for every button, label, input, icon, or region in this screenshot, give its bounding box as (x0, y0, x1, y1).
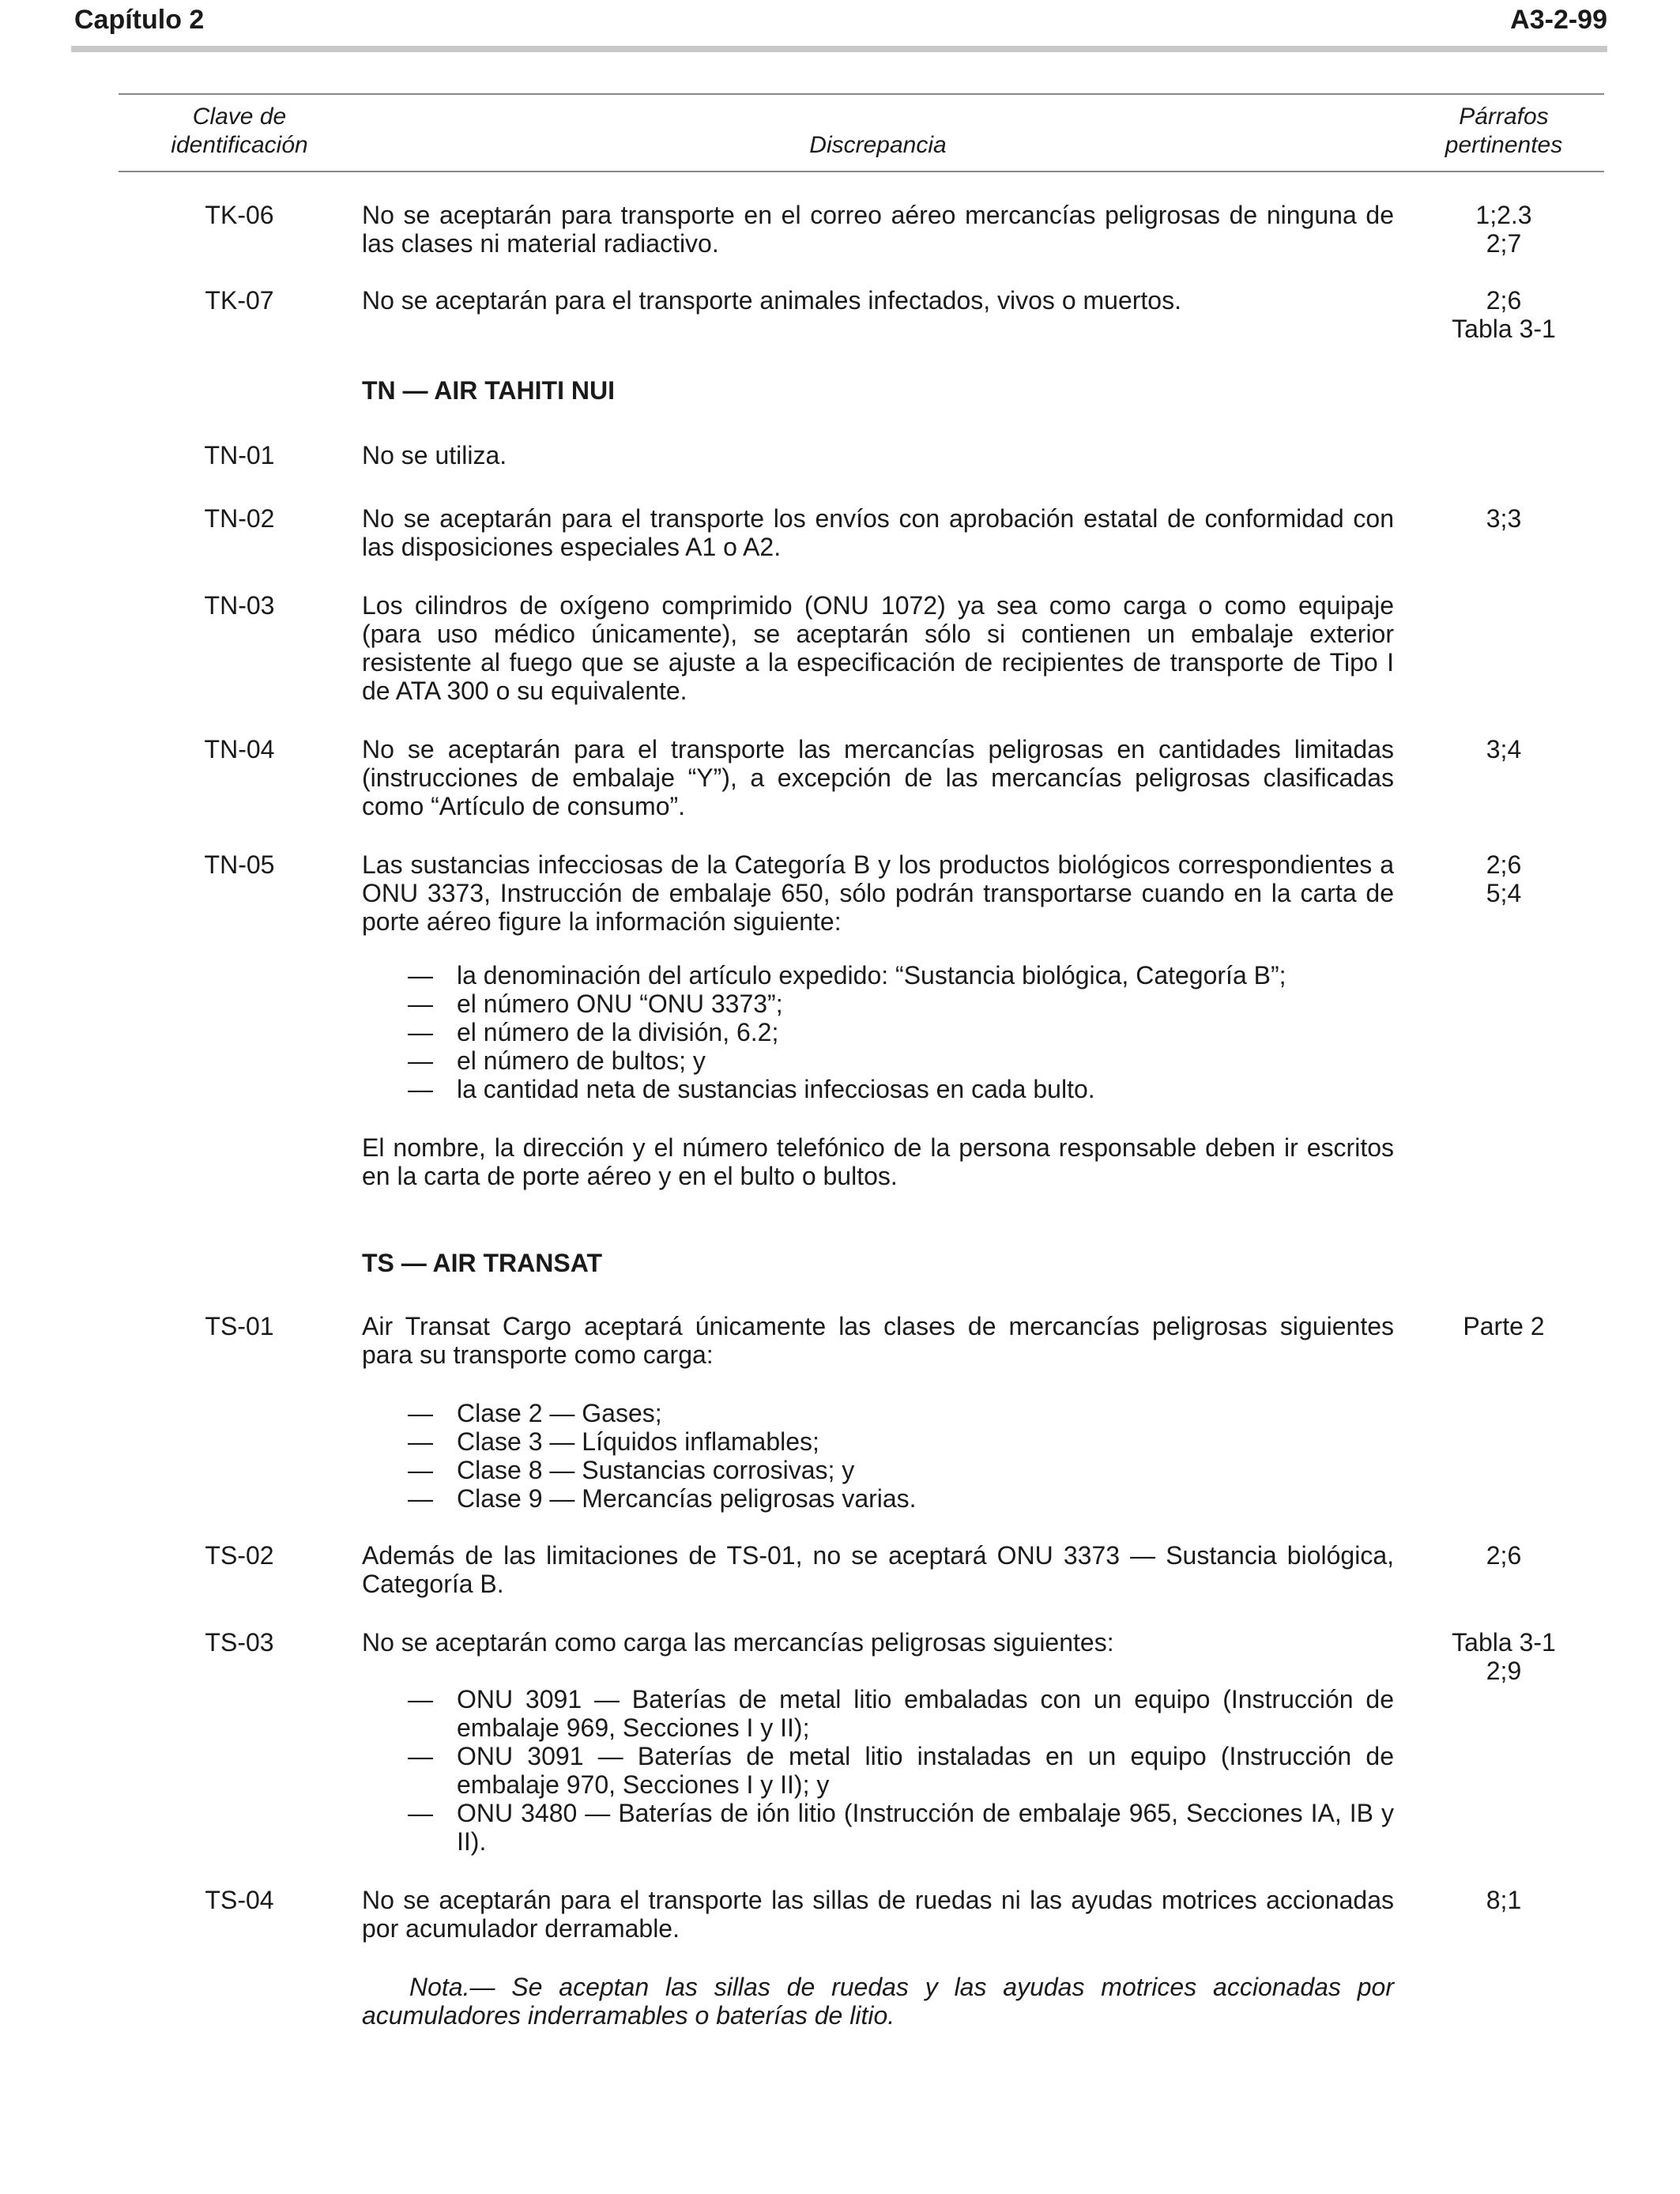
list-item (362, 1046, 1394, 1075)
list-item-text: Clase 9 — Mercancías peligrosas varias. (457, 1484, 917, 1513)
row-text: Además de las limitaciones de TS-01, no se aceptará ONU 3373 — Sustancia biológica, Categoría B. (362, 1541, 1394, 1598)
row-refs (1429, 504, 1579, 533)
section-title-tn: TN — AIR TAHITI NUI (362, 376, 615, 405)
row-text: No se aceptarán para el transporte los envíos con aprobación estatal de conformidad con las disposiciones especiales A1 o A2. (362, 504, 1394, 561)
row-ref: 8;1 (1486, 1886, 1522, 1914)
list-item-text: la denominación del artículo expedido: “Sustancia biológica, Categoría B”; (457, 961, 1286, 990)
row-ref: 5;4 (1486, 879, 1522, 907)
list-item-text: ONU 3091 — Baterías de metal litio instaladas en un equipo (Instrucción de embalaje 970, Secciones I y II); y (457, 1742, 1394, 1799)
row-ref: Tabla 3-1 (1452, 315, 1556, 343)
row-text: Las sustancias infecciosas de la Categoría B y los productos biológicos correspondientes a ONU 3373, Instrucción de embalaje 650, sólo podrán transportarse cuando en la carta de porte aéreo figure la información siguiente: (362, 850, 1394, 936)
row-refs (1429, 735, 1579, 763)
list-item-text: Clase 8 — Sustancias corrosivas; y (457, 1456, 855, 1484)
row-ref: 2;6 (1486, 850, 1522, 879)
row-refs (1429, 1541, 1579, 1570)
closing-paragraph: El nombre, la dirección y el número telefónico de la persona responsable deben ir escritos en la carta de porte aéreo y en el bulto o bultos. (362, 1133, 1394, 1190)
row-code: TS-03 (205, 1628, 274, 1657)
list-item-text: el número de la división, 6.2; (457, 1018, 779, 1046)
page-header (74, 5, 1607, 40)
list-item-text: Clase 2 — Gases; (457, 1399, 662, 1427)
row-ref: 2;6 (1486, 286, 1522, 315)
row-text: No se aceptarán para el transporte las mercancías peligrosas en cantidades limitadas (instrucciones de embalaje “Y”), a excepción de las mercancías peligrosas clasificadas como “Artículo de consumo”. (362, 735, 1394, 820)
dash-marker: — (408, 1018, 433, 1046)
bullet-list (362, 1685, 1394, 1856)
row-text: Air Transat Cargo aceptará únicamente las clases de mercancías peligrosas siguientes para su transporte como carga: (362, 1312, 1394, 1369)
column-header-discrepancy: Discrepancia (809, 132, 947, 158)
list-item (362, 1399, 1394, 1427)
dash-marker: — (408, 1399, 433, 1427)
column-header-refs-line1: Párrafos (1459, 104, 1549, 130)
table-header-rule (119, 171, 1604, 172)
list-item (362, 1742, 1394, 1799)
list-item (362, 1018, 1394, 1046)
dash-marker: — (408, 1742, 433, 1770)
dash-marker: — (408, 1427, 433, 1456)
list-item (362, 1484, 1394, 1513)
header-rule (71, 46, 1607, 52)
row-ref: 3;4 (1486, 735, 1522, 763)
column-header-id-line2: identificación (171, 132, 308, 158)
row-code: TN-03 (204, 591, 275, 620)
row-code: TN-01 (204, 441, 275, 469)
row-ref: 2;6 (1486, 1541, 1522, 1570)
list-item-text: ONU 3480 — Baterías de ión litio (Instrucción de embalaje 965, Secciones IA, IB y II). (457, 1799, 1394, 1856)
dash-marker: — (408, 1456, 433, 1484)
chapter-label: Capítulo 2 (74, 5, 205, 35)
row-refs (1429, 850, 1579, 907)
row-code: TN-04 (204, 735, 275, 763)
row-text: No se aceptarán como carga las mercancías peligrosas siguientes: (362, 1628, 1114, 1657)
row-text: No se aceptarán para transporte en el correo aéreo mercancías peligrosas de ninguna de las clases ni material radiactivo. (362, 201, 1394, 258)
list-item (362, 1427, 1394, 1456)
dash-marker: — (408, 961, 433, 990)
row-text: Los cilindros de oxígeno comprimido (ONU 1072) ya sea como carga o como equipaje (para uso médico únicamente), se aceptarán sólo si contienen un embalaje exterior resistente al fuego que se ajuste a la especificación de recipientes de transporte de Tipo I de ATA 300 o su equivalente. (362, 591, 1394, 705)
row-refs (1429, 286, 1579, 343)
row-refs (1429, 201, 1579, 258)
list-item (362, 1799, 1394, 1856)
row-ref: 1;2.3 (1475, 201, 1532, 229)
row-code: TS-02 (205, 1541, 274, 1570)
list-item (362, 1075, 1394, 1103)
list-item (362, 961, 1394, 990)
page-number: A3-2-99 (1510, 5, 1607, 35)
row-ref: 3;3 (1486, 504, 1522, 533)
bullet-list (362, 961, 1394, 1103)
column-header-refs-line2: pertinentes (1445, 132, 1563, 158)
list-item-text: la cantidad neta de sustancias infecciosas en cada bulto. (457, 1075, 1095, 1103)
column-header-id-line1: Clave de (192, 104, 287, 130)
row-refs (1429, 1312, 1579, 1340)
list-item-text: ONU 3091 — Baterías de metal litio embaladas con un equipo (Instrucción de embalaje 969, Secciones I y II); (457, 1685, 1394, 1742)
row-ref: 2;7 (1486, 229, 1522, 258)
row-text: No se utiliza. (362, 441, 507, 469)
column-header-refs (1429, 103, 1579, 160)
row-ref: Parte 2 (1463, 1312, 1545, 1340)
row-code: TN-02 (204, 504, 275, 533)
list-item-text: el número de bultos; y (457, 1046, 706, 1075)
row-text: No se aceptarán para el transporte las sillas de ruedas ni las ayudas motrices accionadas por acumulador derramable. (362, 1886, 1394, 1943)
list-item (362, 1685, 1394, 1742)
row-code: TK-07 (205, 286, 274, 315)
list-item (362, 1456, 1394, 1484)
dash-marker: — (408, 1484, 433, 1513)
dash-marker: — (408, 1075, 433, 1103)
column-header-id (119, 103, 360, 160)
row-ref: Tabla 3-1 (1452, 1628, 1556, 1657)
row-code: TS-01 (205, 1312, 274, 1340)
row-code: TN-05 (204, 850, 275, 879)
dash-marker: — (408, 1799, 433, 1827)
note-paragraph: Nota.— Se aceptan las sillas de ruedas y las ayudas motrices accionadas por acumuladores inderramables o baterías de litio. (362, 1973, 1394, 2030)
row-text: No se aceptarán para el transporte animales infectados, vivos o muertos. (362, 286, 1181, 315)
row-code: TK-06 (205, 201, 274, 229)
list-item-text: Clase 3 — Líquidos inflamables; (457, 1427, 819, 1456)
list-item-text: el número ONU “ONU 3373”; (457, 990, 783, 1018)
row-ref: 2;9 (1486, 1657, 1522, 1685)
dash-marker: — (408, 1685, 433, 1713)
bullet-list (362, 1399, 1394, 1513)
dash-marker: — (408, 1046, 433, 1075)
row-refs (1429, 1628, 1579, 1685)
list-item (362, 990, 1394, 1018)
section-title-ts: TS — AIR TRANSAT (362, 1249, 602, 1277)
dash-marker: — (408, 990, 433, 1018)
table-top-rule (119, 93, 1604, 95)
row-code: TS-04 (205, 1886, 274, 1914)
row-refs (1429, 1886, 1579, 1914)
